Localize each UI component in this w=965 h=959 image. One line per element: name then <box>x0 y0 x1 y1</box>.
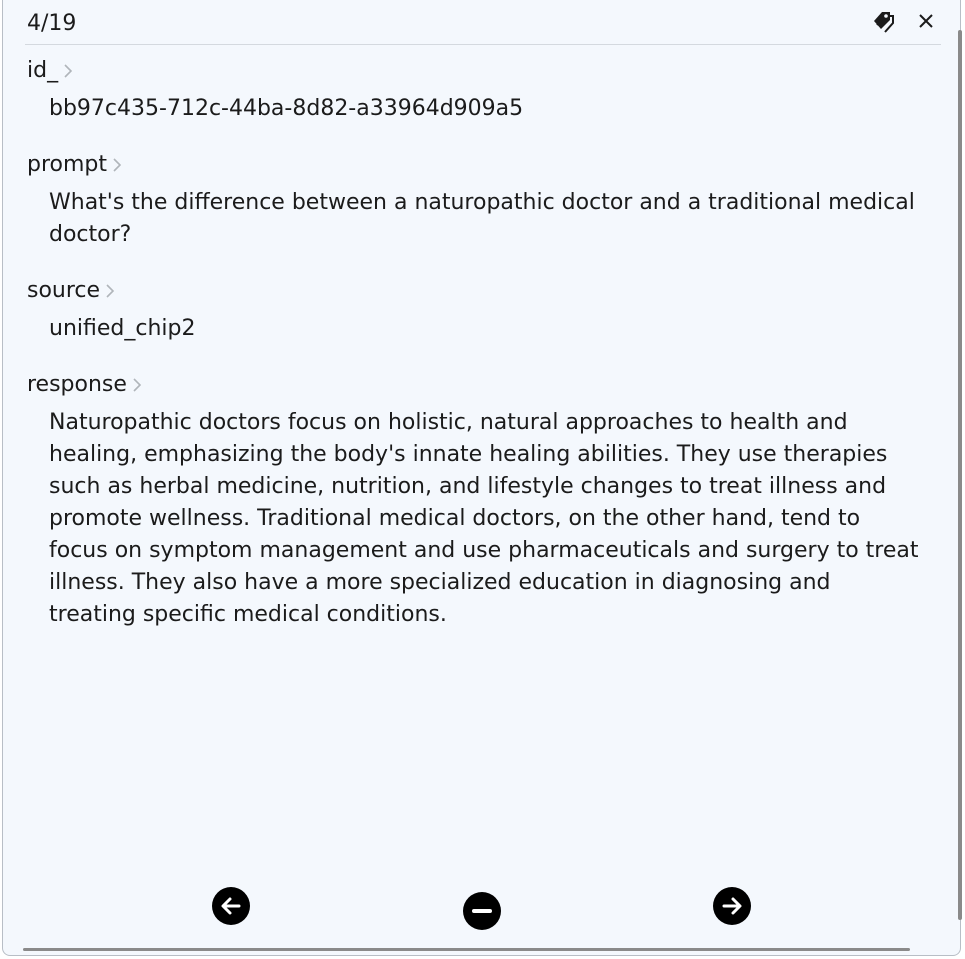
field-value-response: Naturopathic doctors focus on holistic, natural approaches to health and healing, emphasizing the body's innate healing abilities. They use therapies such as herbal medicine, nutrition, and lifestyle changes to treat illness and promote wellness. Traditional medical doctors, on the other hand, tend to focus on symptom management and use pharmaceuticals and surgery to treat illness. They also have a more specialized education in diagnosing and treating specific medical conditions. <box>49 410 919 627</box>
field-response <box>27 372 924 631</box>
field-source <box>27 278 924 345</box>
field-value-id: bb97c435-712c-44ba-8d82-a33964d909a5 <box>49 96 524 121</box>
chevron-right-icon <box>131 377 143 393</box>
field-prompt <box>27 152 924 251</box>
field-key-source[interactable]: source <box>27 278 924 303</box>
close-icon[interactable] <box>913 8 939 34</box>
field-key-id[interactable]: id_ <box>27 58 924 83</box>
arrow-right-circle-icon[interactable] <box>713 887 751 925</box>
chevron-right-icon <box>104 283 116 299</box>
field-value-source: unified_chip2 <box>49 316 196 341</box>
arrow-left-circle-icon[interactable] <box>212 887 250 925</box>
minus-circle-icon[interactable] <box>463 892 501 930</box>
vertical-scrollbar[interactable] <box>958 30 962 920</box>
field-id <box>27 58 924 125</box>
record-viewer-window <box>2 0 961 956</box>
chevron-right-icon <box>62 63 74 79</box>
field-key-response[interactable]: response <box>27 372 924 397</box>
field-value-prompt: What's the difference between a naturopathic doctor and a traditional medical doctor? <box>49 190 915 247</box>
record-counter: 4/19 <box>27 11 77 36</box>
tag-icon[interactable] <box>868 8 898 34</box>
horizontal-scrollbar[interactable] <box>23 948 910 951</box>
chevron-right-icon <box>111 157 123 173</box>
field-key-prompt[interactable]: prompt <box>27 152 924 177</box>
viewer-header <box>25 8 941 45</box>
